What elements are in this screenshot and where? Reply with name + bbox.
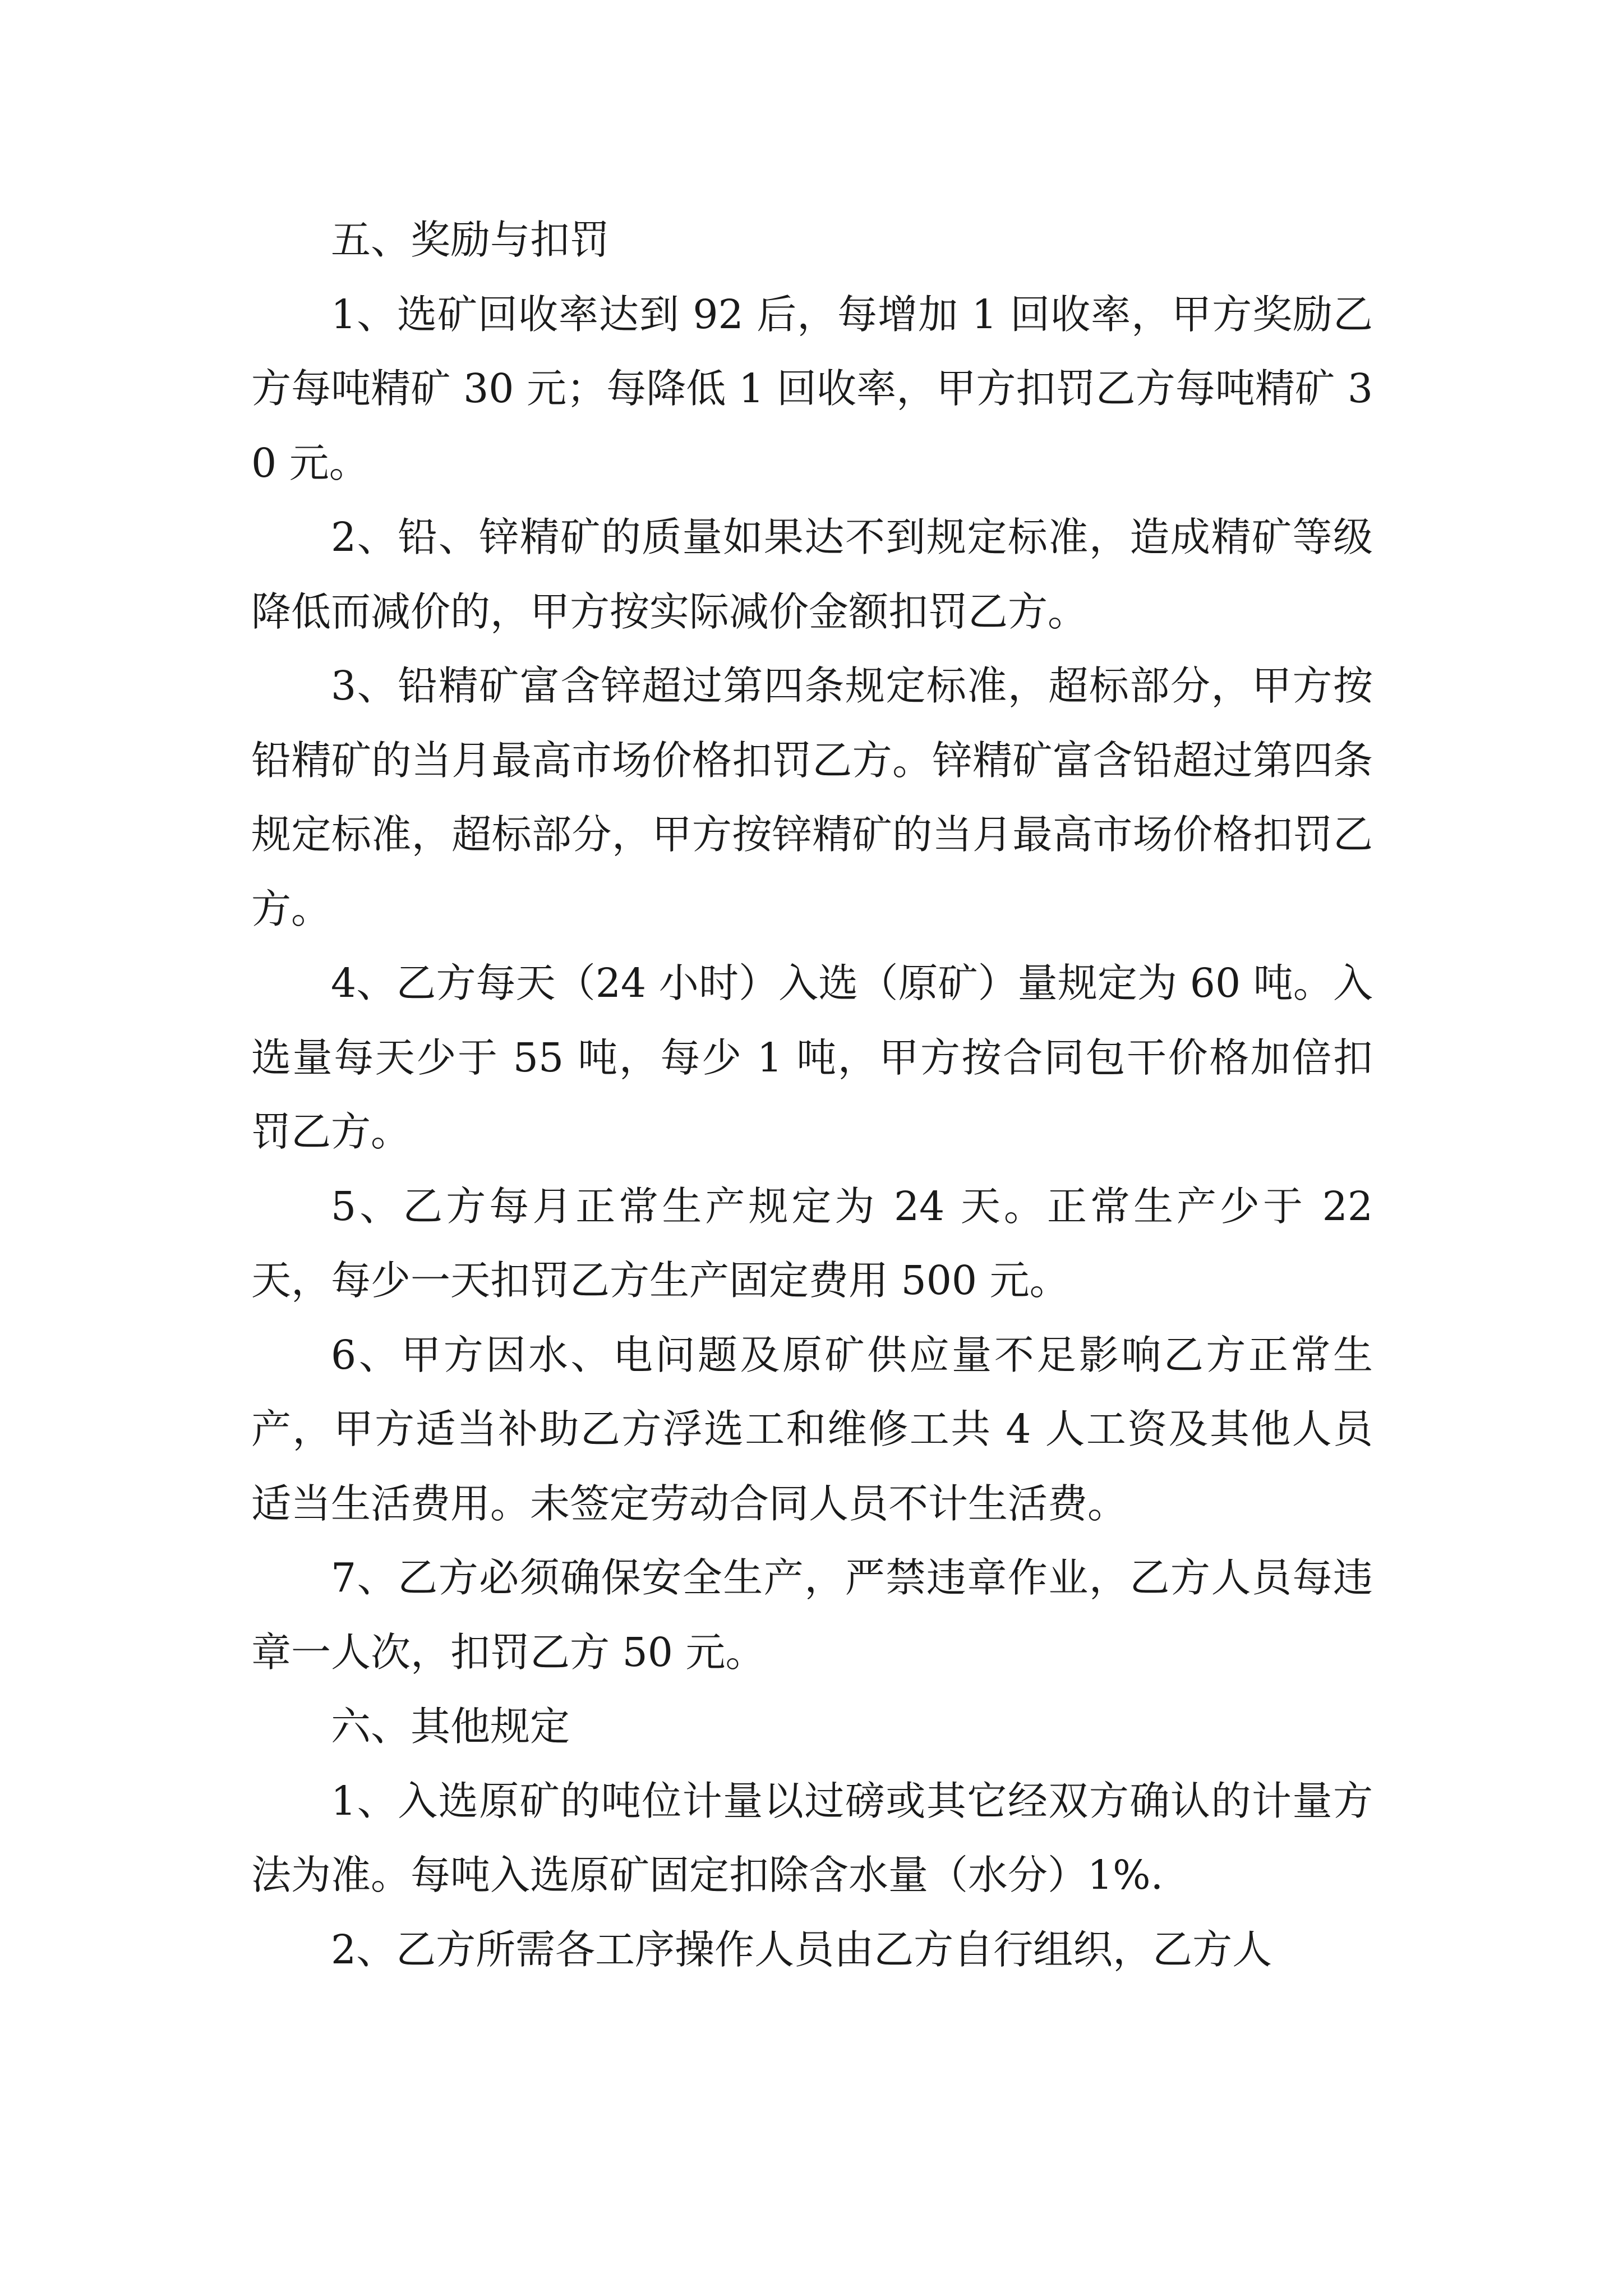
clause-6-1: 1、入选原矿的吨位计量以过磅或其它经双方确认的计量方法为准。每吨入选原矿固定扣除含水量（水分）1%. bbox=[251, 1777, 1373, 1898]
clause-5-3: 3、铅精矿富含锌超过第四条规定标准，超标部分，甲方按铅精矿的当月最高市场价格扣罚乙方。锌精矿富含铅超过第四条规定标准，超标部分，甲方按锌精矿的当月最高市场价格扣罚乙方。 bbox=[251, 662, 1373, 932]
clause-5-4: 4、乙方每天（24 小时）入选（原矿）量规定为 60 吨。入选量每天少于 55 吨，每少 1 吨，甲方按合同包干价格加倍扣罚乙方。 bbox=[251, 960, 1373, 1155]
clause-5-2: 2、铅、锌精矿的质量如果达不到规定标准，造成精矿等级降低而减价的，甲方按实际减价金额扣罚乙方。 bbox=[251, 514, 1373, 635]
clause-5-7: 7、乙方必须确保安全生产，严禁违章作业，乙方人员每违章一人次，扣罚乙方 50 元。 bbox=[251, 1554, 1373, 1676]
clause-5-6: 6、甲方因水、电问题及原矿供应量不足影响乙方正常生产，甲方适当补助乙方浮选工和维修工共 4 人工资及其他人员适当生活费用。未签定劳动合同人员不计生活费。 bbox=[251, 1331, 1373, 1527]
document-body bbox=[251, 203, 1373, 1987]
section-heading-rewards-penalties: 五、奖励与扣罚 bbox=[331, 217, 610, 263]
clause-5-1: 1、选矿回收率达到 92 后，每增加 1 回收率，甲方奖励乙方每吨精矿 30 元；每降低 1 回收率，甲方扣罚乙方每吨精矿 30 元。 bbox=[251, 291, 1373, 486]
clause-5-5: 5、乙方每月正常生产规定为 24 天。正常生产少于 22 天，每少一天扣罚乙方生产固定费用 500 元。 bbox=[251, 1182, 1373, 1304]
section-heading-other-provisions: 六、其他规定 bbox=[331, 1703, 570, 1750]
clause-6-2: 2、乙方所需各工序操作人员由乙方自行组织，乙方人 bbox=[331, 1926, 1272, 1973]
